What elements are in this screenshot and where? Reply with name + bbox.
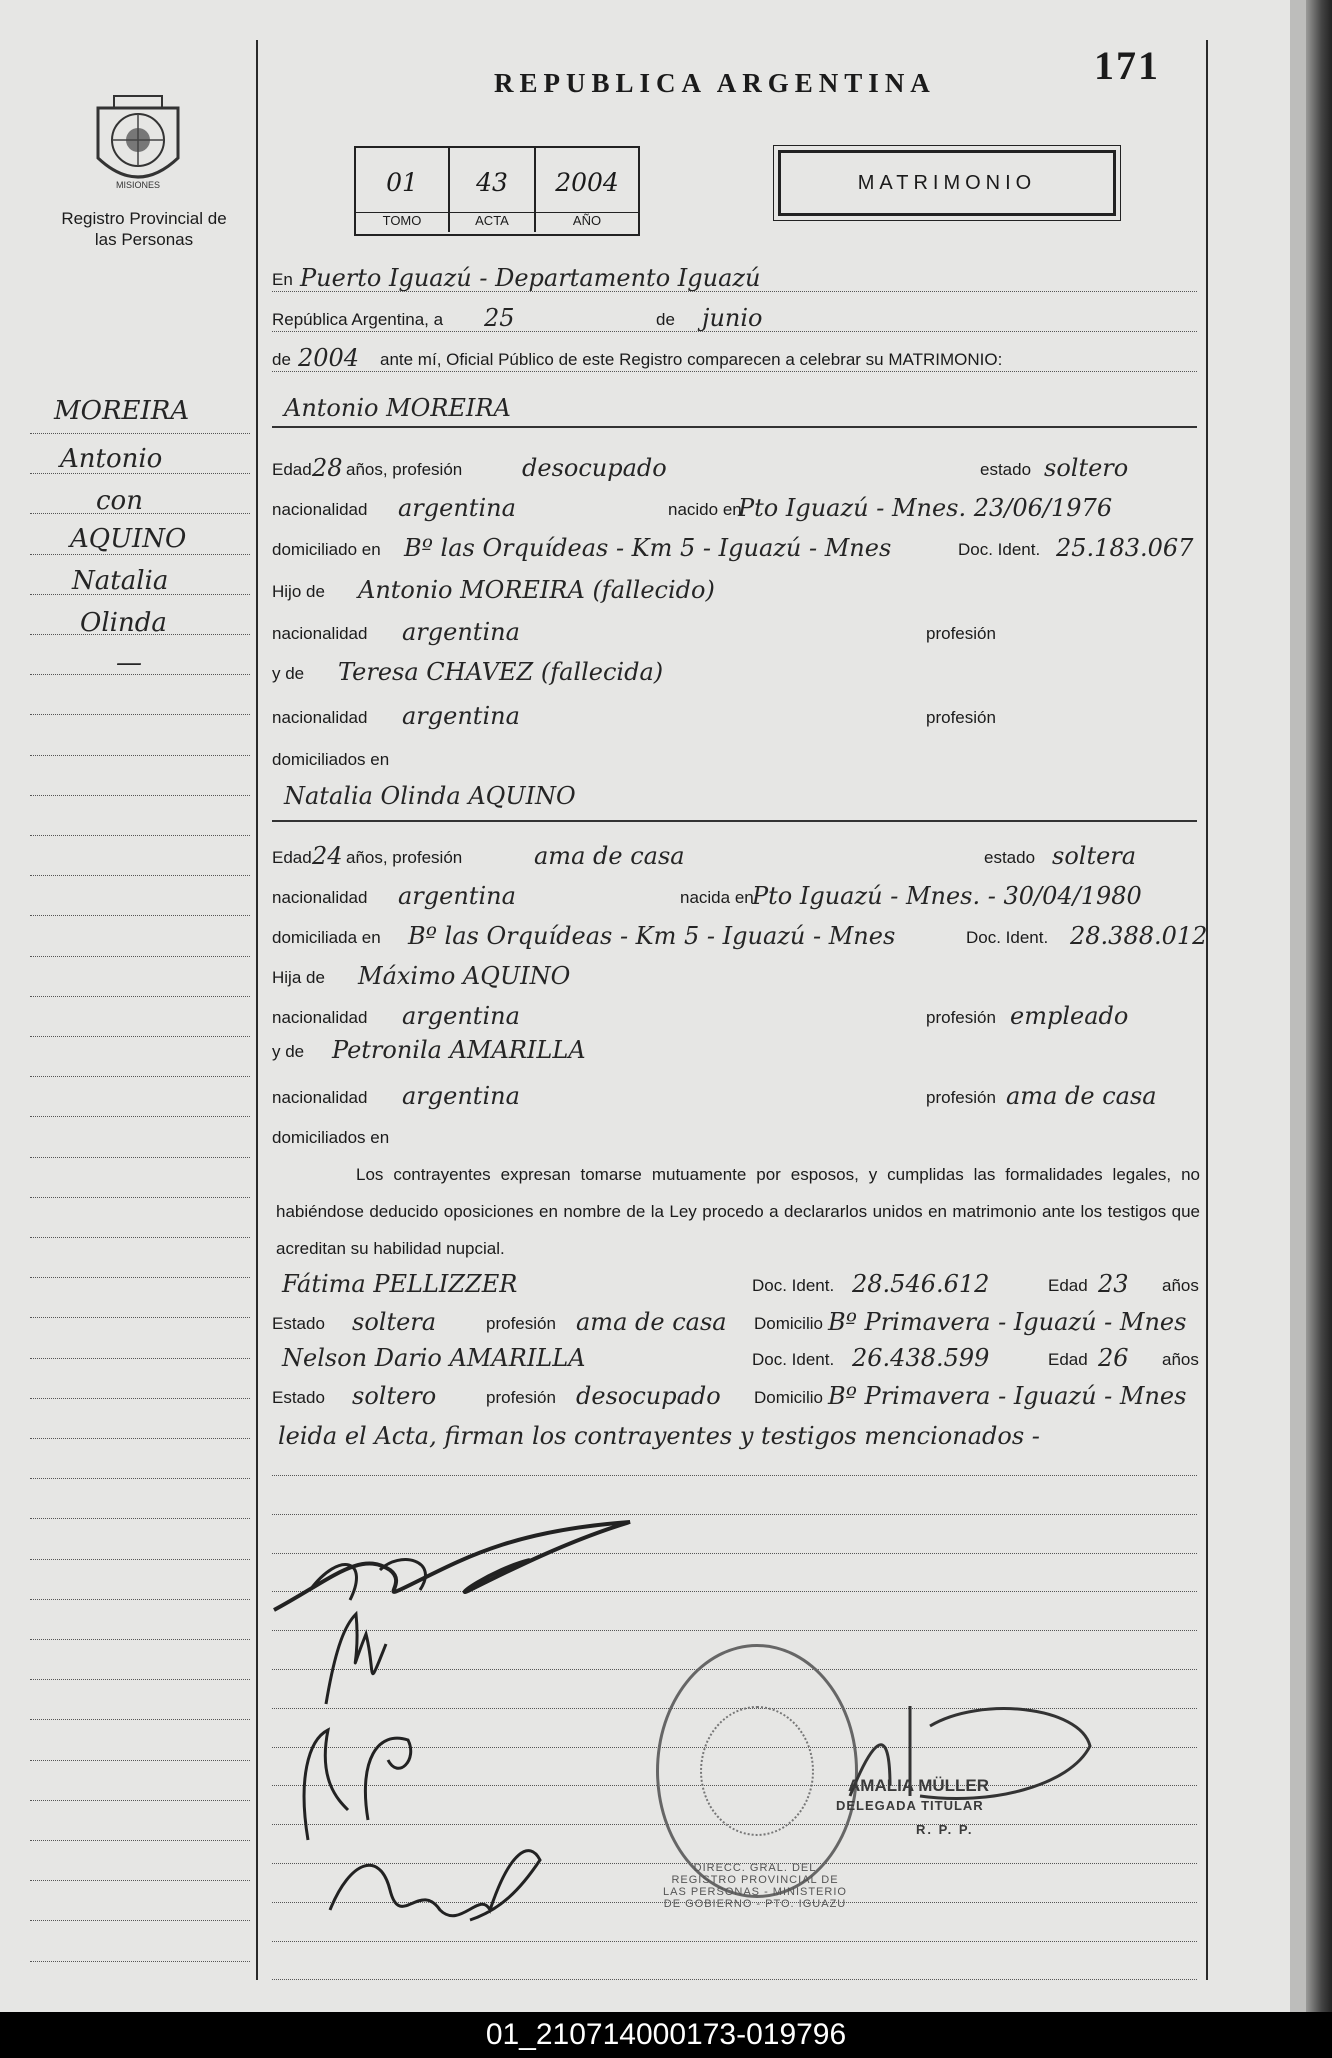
bride-father-nationality: argentina [402, 1002, 520, 1030]
acta-cell [450, 148, 536, 232]
groom-mother-nationality: argentina [402, 702, 520, 730]
anio-value: 2004 [555, 168, 619, 197]
groom-father-row [272, 568, 1202, 608]
official-role: DELEGADA TITULAR [836, 1798, 984, 1813]
witness2-doc: 26.438.599 [852, 1344, 990, 1372]
profesion-label: profesión [486, 1388, 556, 1407]
margin-line [30, 1678, 250, 1680]
witness2-age: 26 [1098, 1344, 1129, 1372]
right-rule [1206, 40, 1208, 1980]
hija-label: Hija de [272, 968, 325, 987]
day-value: 25 [484, 304, 515, 332]
form-line [272, 290, 1197, 292]
margin-name3: Olinda [80, 608, 167, 638]
book-spine [1306, 0, 1332, 2012]
form-line [272, 1940, 1197, 1942]
groom-mother-nat-row [272, 694, 1202, 734]
witness1-status: soltera [352, 1308, 437, 1336]
de-label: de [656, 310, 675, 329]
margin-surname: MOREIRA [54, 396, 190, 426]
groom-address-row [272, 526, 1202, 566]
domiciliados-label: domiciliados en [272, 750, 390, 769]
bride-mother-row [272, 1028, 1202, 1068]
form-line [272, 1978, 1197, 1980]
margin-line [30, 874, 250, 876]
y-de-label: y de [272, 1042, 305, 1061]
registry-name: Registro Provincial de las Personas [61, 209, 227, 249]
margin-line [30, 553, 250, 555]
nacido-label: nacido en [668, 500, 742, 519]
margin-line [30, 512, 250, 514]
witness2-address: Bº Primavera - Iguazú - Mnes [828, 1382, 1187, 1410]
anos-profesion-label: años, profesión [346, 460, 463, 479]
margin-line [30, 1357, 250, 1359]
nacionalidad-label: nacionalidad [272, 624, 368, 643]
signature-witness2 [320, 1830, 550, 1940]
official-name: AMALIA MÜLLER [848, 1776, 990, 1795]
groom-status: soltero [1044, 454, 1129, 482]
estado-label: Estado [272, 1314, 325, 1333]
statement: ante mí, Oficial Público de este Registro comparecen a celebrar su MATRIMONIO: [380, 350, 1003, 369]
nacionalidad-label: nacionalidad [272, 500, 368, 519]
margin-line [30, 1879, 250, 1881]
bride-address: Bº las Orquídeas - Km 5 - Iguazú - Mnes [408, 922, 896, 950]
witness2-profession: desocupado [576, 1382, 721, 1410]
margin-line [30, 1558, 250, 1560]
margin-line [30, 1156, 250, 1158]
place-value: Puerto Iguazú - Departamento Iguazú [300, 264, 761, 292]
margin-line [30, 1718, 250, 1720]
bride-father-profession: empleado [1010, 1002, 1129, 1030]
en-label: En [272, 270, 293, 289]
groom-age-row [272, 446, 1202, 486]
margin-line [30, 1397, 250, 1399]
nacionalidad-label: nacionalidad [272, 708, 368, 727]
bride-name: Natalia Olinda AQUINO [284, 782, 576, 810]
margin-line [30, 1759, 250, 1761]
margin-line [30, 1477, 250, 1479]
margin-line [30, 713, 250, 715]
groom-father: Antonio MOREIRA (fallecido) [358, 576, 715, 604]
signature-bride [316, 1604, 396, 1724]
tomo-cell [356, 148, 450, 232]
groom-name: Antonio MOREIRA [284, 394, 511, 422]
bride-father-row [272, 954, 1202, 994]
section-divider [272, 820, 1197, 822]
y-de-label: y de [272, 664, 305, 683]
domiciliada-label: domiciliada en [272, 928, 381, 947]
anio-cell [536, 148, 638, 232]
margin-line [30, 1437, 250, 1439]
domiciliado-label: domiciliado en [272, 540, 381, 559]
groom-birth: Pto Iguazú - Mnes. 23/06/1976 [738, 494, 1113, 522]
hijo-label: Hijo de [272, 582, 325, 601]
form-line [272, 1474, 1197, 1476]
groom-nationality: argentina [398, 494, 516, 522]
margin-line [30, 1919, 250, 1921]
page-number: 171 [1094, 43, 1160, 88]
stamp-text: DIRECC. GRAL. DEL REGISTRO PROVINCIAL DE LAS PERSONAS - MINISTERIO DE GOBIERNO - PTO. IGUAZU [663, 1862, 847, 1910]
country-title: REPUBLICA ARGENTINA [494, 68, 936, 98]
declaration: Los contrayentes expresan tomarse mutuamente por esposos, y cumplidas las formalidades legales, no habiéndose deducido oposiciones en nombre de la Ley procedo a declararlos unidos en matrimonio ante los testigos que acreditan su habilidad nupcial. [276, 1165, 1200, 1258]
closing-text: leida el Acta, firman los contrayentes y testigos mencionados - [278, 1422, 1040, 1450]
profesion-label: profesión [926, 624, 996, 643]
witness2-row [272, 1336, 1202, 1376]
year-value: 2004 [298, 344, 360, 372]
doc-label: Doc. Ident. [752, 1276, 835, 1295]
margin-line [30, 914, 250, 916]
bride-name-row [272, 774, 1202, 814]
groom-parents-dom-row [272, 736, 1202, 776]
margin-line [30, 593, 250, 595]
bride-age-row [272, 834, 1202, 874]
acta-label: ACTA [450, 212, 534, 228]
bride-mother-nationality: argentina [402, 1082, 520, 1110]
edad-label: Edad [1048, 1350, 1088, 1369]
document-id: 01_210714000173-019796 [0, 2012, 1332, 2058]
profesion-label: profesión [926, 1008, 996, 1027]
domicilio-label: Domicilio [754, 1388, 823, 1407]
profesion-label: profesión [486, 1314, 556, 1333]
margin-name2: Natalia [72, 566, 169, 596]
witness1-address: Bº Primavera - Iguazú - Mnes [828, 1308, 1187, 1336]
estado-label: estado [984, 848, 1036, 867]
doc-label: Doc. Ident. [958, 540, 1041, 559]
section-divider [272, 426, 1197, 428]
margin-line [30, 955, 250, 957]
anos-label: años [1162, 1350, 1199, 1369]
margin-line [30, 1115, 250, 1117]
margin-line [30, 995, 250, 997]
profesion-label: profesión [926, 708, 996, 727]
domiciliados-label: domiciliados en [272, 1128, 390, 1147]
official-office: R. P. P. [916, 1822, 974, 1837]
bride-status: soltera [1052, 842, 1137, 870]
doc-label: Doc. Ident. [752, 1350, 835, 1369]
margin-line [30, 1517, 250, 1519]
margin-dash: — [116, 648, 142, 678]
margin-line [30, 754, 250, 756]
groom-mother-row [272, 650, 1202, 690]
bride-parents-dom-row [272, 1114, 1202, 1154]
margin-line [30, 1316, 250, 1318]
witness1-detail-row [272, 1300, 1202, 1340]
groom-address: Bº las Orquídeas - Km 5 - Iguazú - Mnes [404, 534, 892, 562]
margin-line [30, 1276, 250, 1278]
bride-profession: ama de casa [534, 842, 685, 870]
margin-line [30, 1598, 250, 1600]
bride-mother-nat-row [272, 1074, 1202, 1114]
margin-rule [256, 40, 258, 1980]
acta-value: 43 [476, 168, 508, 197]
bride-father: Máximo AQUINO [358, 962, 571, 990]
tomo-label: TOMO [356, 212, 448, 228]
margin-con: con [96, 486, 143, 516]
groom-profession: desocupado [522, 454, 667, 482]
page-edge [1290, 0, 1306, 2012]
witness1-doc: 28.546.612 [852, 1270, 990, 1298]
margin-line [30, 472, 250, 474]
form-line [272, 330, 1197, 332]
estado-label: estado [980, 460, 1032, 479]
profesion-label: profesión [926, 1088, 996, 1107]
bride-birth: Pto Iguazú - Mnes. - 30/04/1980 [752, 882, 1142, 910]
groom-father-nationality: argentina [402, 618, 520, 646]
nacionalidad-label: nacionalidad [272, 1088, 368, 1107]
witness1-name: Fátima PELLIZZER [282, 1270, 518, 1298]
edad-label: Edad [272, 848, 312, 867]
anos-label: años [1162, 1276, 1199, 1295]
signature-official [830, 1686, 1100, 1816]
groom-mother: Teresa CHAVEZ (fallecida) [338, 658, 664, 686]
witness1-row [272, 1262, 1202, 1302]
margin-line [30, 1236, 250, 1238]
seal-text: MISIONES [115, 180, 161, 190]
doc-label: Doc. Ident. [966, 928, 1049, 947]
republica-label: República Argentina, a [272, 310, 444, 329]
margin-surname2: AQUINO [70, 524, 187, 554]
bride-age: 24 [312, 842, 343, 870]
groom-age: 28 [312, 454, 343, 482]
margin-line [30, 1638, 250, 1640]
closing-row [272, 1414, 1202, 1454]
bride-doc: 28.388.012 [1070, 922, 1208, 950]
certificate-type: MATRIMONIO [778, 150, 1116, 216]
provincial-seal-icon [88, 88, 188, 198]
nacionalidad-label: nacionalidad [272, 1008, 368, 1027]
month-value: junio [702, 304, 763, 332]
witness2-name: Nelson Dario AMARILLA [282, 1344, 586, 1372]
bride-nationality: argentina [398, 882, 516, 910]
groom-father-nat-row [272, 610, 1202, 650]
margin-line [30, 1960, 250, 1962]
groom-doc: 25.183.067 [1056, 534, 1194, 562]
reference-box [354, 146, 640, 236]
edad-label: Edad [1048, 1276, 1088, 1295]
year-prefix: de [272, 350, 291, 369]
margin-line [30, 1799, 250, 1801]
margin-line [30, 673, 250, 675]
nacida-label: nacida en [680, 888, 754, 907]
witness2-detail-row [272, 1374, 1202, 1414]
groom-name-row [272, 386, 1202, 426]
anos-profesion-label: años, profesión [346, 848, 463, 867]
margin-name: Antonio [60, 444, 163, 474]
bride-mother-profession: ama de casa [1006, 1082, 1157, 1110]
tomo-value: 01 [386, 168, 418, 197]
nacionalidad-label: nacionalidad [272, 888, 368, 907]
bride-mother: Petronila AMARILLA [332, 1036, 586, 1064]
domicilio-label: Domicilio [754, 1314, 823, 1333]
margin-line [30, 834, 250, 836]
bride-address-row [272, 914, 1208, 954]
form-line [272, 370, 1197, 372]
groom-nationality-row [272, 486, 1202, 526]
bride-nationality-row [272, 874, 1202, 914]
edad-label: Edad [272, 460, 312, 479]
witness1-profession: ama de casa [576, 1308, 727, 1336]
form-line [272, 1629, 1197, 1631]
anio-label: AÑO [536, 212, 638, 228]
witness2-status: soltero [352, 1382, 437, 1410]
margin-line [30, 1196, 250, 1198]
estado-label: Estado [272, 1388, 325, 1407]
margin-line [30, 1839, 250, 1841]
margin-line [30, 1035, 250, 1037]
margin-line [30, 633, 250, 635]
margin-line [30, 1075, 250, 1077]
margin-line [30, 432, 250, 434]
margin-line [30, 794, 250, 796]
witness1-age: 23 [1098, 1270, 1129, 1298]
stamp-emblem [700, 1706, 814, 1836]
